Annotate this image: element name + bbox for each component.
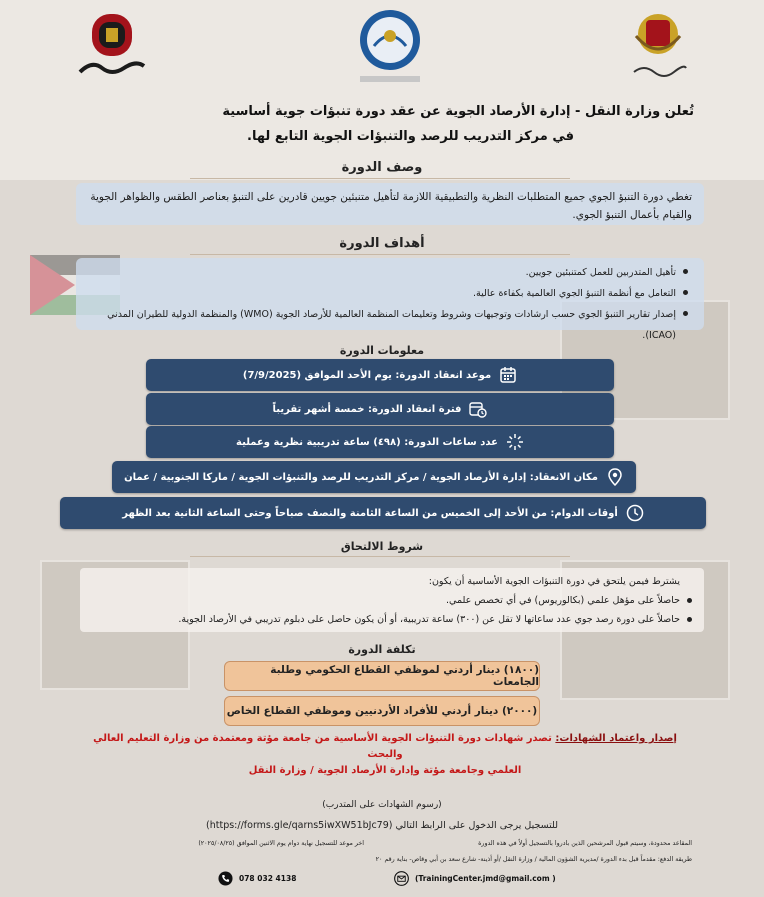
deadline-note: اخر موعد للتسجيل نهاية دوام يوم الاثنين الموافق (٢٠٢٥/٠٨/٢٥) (198, 840, 364, 847)
goal-item: تأهيل المتدربين للعمل كمتنبئين جويين. (90, 262, 690, 283)
description-title: وصف الدورة (341, 160, 423, 175)
info-bar-work-hours (60, 497, 706, 529)
fees-note: (رسوم الشهادات على المتدرب) (322, 800, 442, 810)
email-address: (TrainingCenter.jmd@gmail.com ) (415, 874, 556, 883)
mutah-university-logo (72, 10, 152, 80)
info-duration-text: فترة انعقاد الدورة: خمسة أشهر تقريباً (272, 403, 462, 415)
info-title: معلومات الدورة (339, 344, 425, 357)
seats-note: المقاعد محدودة، وسيتم قبول المرشحين الذين بادروا بالتسجيل أولاً في هذه الدورة (478, 840, 692, 847)
clock-icon (626, 504, 644, 522)
cost-item: (١٨٠٠) دينار أردني لموظفي القطاع الحكومي وطلبة الجامعات (224, 661, 540, 691)
goals-title: أهداف الدورة (339, 236, 425, 251)
divider (190, 178, 570, 179)
registration-link[interactable]: للتسجيل يرجى الدخول على الرابط التالي (https://forms.gle/qarns5iwXW51bJc79) (206, 820, 558, 831)
info-bar-hours (146, 426, 614, 458)
phone-number: 078 032 4138 (239, 874, 297, 883)
goals-panel (76, 258, 704, 341)
phone-icon (218, 871, 233, 886)
headline-line-1: تُعلن وزارة النقل - إدارة الأرصاد الجوية عن عقد دورة تنبؤات جوية أساسية (222, 104, 694, 119)
conditions-panel (80, 568, 704, 632)
payment-note: طريقة الدفع: مقدماً قبل بدء الدورة /مديرية الشؤون المالية / وزارة النقل /أو أذينة- شارع سعد بن أبي وقاص- بناية رقم ٢٠ (375, 856, 692, 863)
calendar-clock-icon (469, 400, 487, 418)
certificates-text-1: تصدر شهادات دورة التنبؤات الجوية الأساسية من جامعة مؤتة ومعتمدة من وزارة التعليم العالي والبحث (93, 733, 556, 760)
headline-line-2: في مركز التدريب للرصد والتنبؤات الجوية التابع لها. (247, 129, 574, 144)
divider (190, 254, 570, 255)
certificates-text-2: العلمي وجامعة مؤتة وإدارة الأرصاد الجوية / وزارة النقل (248, 765, 522, 776)
conditions-intro: يشترط فيمن يلتحق في دورة التنبؤات الجوية الأساسية أن يكون: (428, 576, 680, 587)
info-date-text: موعد انعقاد الدورة: يوم الأحد الموافق (7/9/2025) (242, 369, 492, 381)
goal-item: إصدار تقارير التنبؤ الجوي حسب ارشادات وتوجيهات وشروط وتعليمات المنظمة العالمية للأرصاد الجوية (WMO) والمنظمة الدولية للطيران المدني (ICAO). (90, 304, 690, 346)
info-bar-location (112, 461, 636, 493)
info-work-hours-text: أوقات الدوام: من الأحد إلى الخميس من الساعة الثامنة والنصف صباحاً وحتى الساعة الثانية بعد الظهر (122, 507, 618, 519)
certificates-notice (80, 731, 690, 779)
condition-item: حاصلاً على مؤهل علمي (بكالوريوس) في أي تخصص علمي. (90, 591, 694, 610)
location-pin-icon (606, 468, 624, 486)
cost-title: تكلفة الدورة (348, 643, 416, 656)
description-panel (76, 183, 704, 225)
condition-item: حاصلاً على دورة رصد جوي عدد ساعاتها لا تقل عن (٣٠٠) ساعة تدريبية، أو أن يكون حاصل على دبلوم تدريبي في الأرصاد الجوية. (90, 610, 694, 629)
ministry-of-transport-logo (622, 6, 694, 82)
phone-contact[interactable] (218, 871, 296, 886)
email-contact[interactable] (394, 871, 556, 886)
goal-item: التعامل مع أنظمة التنبؤ الجوي العالمية بكفاءة عالية. (90, 283, 690, 304)
conditions-title: شروط الالتحاق (340, 540, 424, 553)
sparkle-icon (506, 433, 524, 451)
jordan-meteorological-department-logo (350, 6, 430, 88)
envelope-icon (394, 871, 409, 886)
divider (190, 556, 570, 557)
info-bar-date (146, 359, 614, 391)
description-text: تغطي دورة التنبؤ الجوي جميع المتطلبات النظرية والتطبيقية اللازمة لتأهيل متنبئين جويين قادرين على التنبؤ بعناصر الطقس والظواهر الجوية والقيام بأعمال التنبؤ الجوي. (90, 191, 692, 221)
info-bar-duration (146, 393, 614, 425)
info-location-text: مكان الانعقاد: إدارة الأرصاد الجوية / مركز التدريب للرصد والتنبؤات الجوية / ماركا الجنوبية / عمان (124, 471, 598, 483)
certificates-lead: إصدار واعتماد الشهادات: (555, 733, 677, 744)
calendar-icon (499, 366, 517, 384)
info-hours-text: عدد ساعات الدورة: (٤٩٨) ساعة تدريبية نظرية وعملية (236, 436, 498, 448)
cost-item: (٢٠٠٠) دينار أردني للأفراد الأردنيين وموظفي القطاع الخاص (224, 696, 540, 726)
